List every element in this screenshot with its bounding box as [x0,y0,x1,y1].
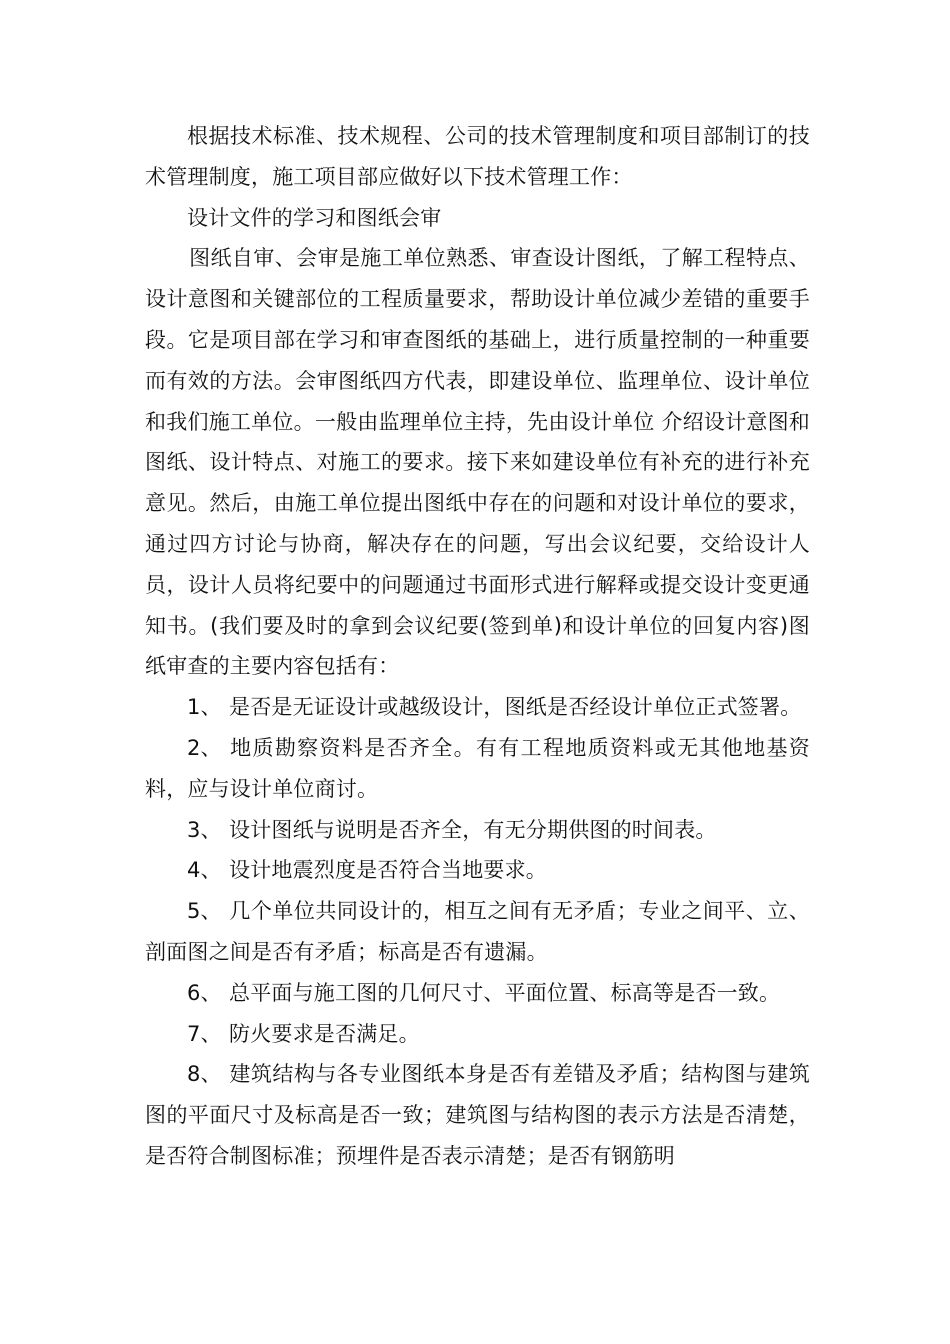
list-text: 设计图纸与说明是否齐全，有无分期供图的时间表。 [229,817,717,842]
intro-paragraph: 根据技术标准、技术规程、公司的技术管理制度和项目部制订的技术管理制度，施工项目部应做好以下技术管理工作： [145,124,810,189]
list-number: 8、 [187,1062,222,1087]
list-item [145,891,810,973]
list-number: 7、 [187,1021,222,1046]
list-item [145,728,810,810]
section-title: 设计文件的学习和图纸会审 [187,205,442,230]
list-item [145,1054,810,1176]
list-text: 是否是无证设计或越级设计，图纸是否经设计单位正式签署。 [229,695,802,720]
list-text: 设计地震烈度是否符合当地要求。 [229,858,547,883]
list-number: 1、 [187,695,222,720]
list-item [145,850,810,891]
list-text: 建筑结构与各专业图纸本身是否有差错及矛盾；结构图与建筑图的平面尺寸及标高是否一致；建筑图与结构图的表示方法是否清楚，是否符合制图标准；预埋件是否表示清楚；是否有钢筋明 [145,1062,810,1168]
list-text: 几个单位共同设计的，相互之间有无矛盾；专业之间平、立、剖面图之间是否有矛盾；标高是否有遗漏。 [145,899,810,964]
list-text: 总平面与施工图的几何尺寸、平面位置、标高等是否一致。 [229,980,781,1005]
list-number: 2、 [187,735,222,760]
list-text: 防火要求是否满足。 [229,1021,420,1046]
list-item [145,810,810,851]
list-number: 6、 [187,980,222,1005]
body-paragraph: 图纸自审、会审是施工单位熟悉、审查设计图纸，了解工程特点、设计意图和关键部位的工程质量要求，帮助设计单位减少差错的重要手段。它是项目部在学习和审查图纸的基础上，进行质量控制的一种重要而有效的方法。会审图纸四方代表，即建设单位、监理单位、设计单位和我们施工单位。一般由监理单位主持，先由设计单位 介绍设计意图和图纸、设计特点、对施工的要求。接下来如建设单位有补充的进行补充意见。然后，由施工单位提出图纸中存在的问题和对设计单位的要求，通过四方讨论与协商，解决存在的问题，写出会议纪要，交给设计人员，设计人员将纪要中的问题通过书面形式进行解释或提交设计变更通知书。(我们要及时的拿到会议纪要(签到单)和设计单位的回复内容)图纸审查的主要内容包括有： [145,246,810,679]
list-item [145,973,810,1014]
list-text: 地质勘察资料是否齐全。有有工程地质资料或无其他地基资料，应与设计单位商讨。 [145,735,810,801]
list-number: 3、 [187,817,222,842]
document-body [145,116,810,1177]
list-number: 4、 [187,858,222,883]
list-item [145,687,810,728]
list-number: 5、 [187,899,222,924]
list-item [145,1014,810,1055]
